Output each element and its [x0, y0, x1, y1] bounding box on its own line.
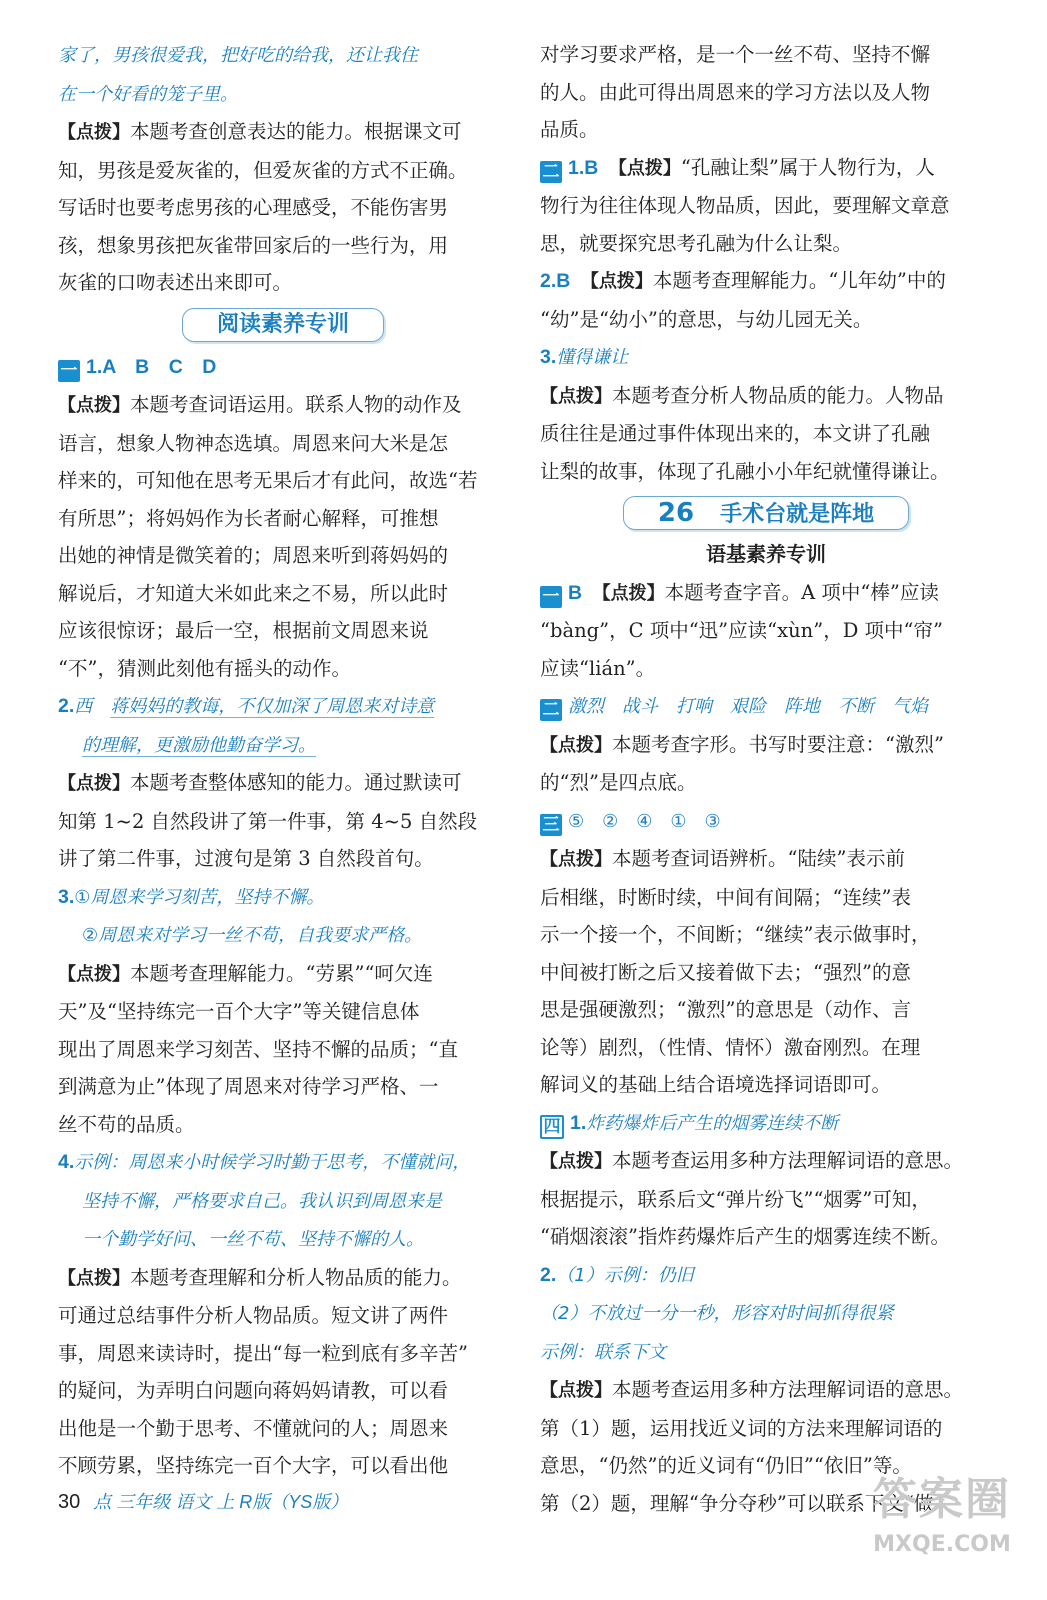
text-line — [58, 1106, 508, 1144]
question-number-box: 一 — [58, 360, 80, 382]
body-text: 本题考查运用多种方法理解词语的意思。 — [612, 1149, 964, 1172]
body-text: 可通过总结事件分析人物品质。短文讲了两件 — [58, 1304, 449, 1327]
section-banner-box — [182, 308, 384, 342]
sub-heading: 语基素养专训 — [706, 542, 826, 566]
section-banner-box — [623, 496, 909, 530]
text-line — [540, 74, 992, 112]
body-text: 出他是一个勤于思考、不懂就问的人；周恩来 — [58, 1416, 449, 1440]
body-text: 第（1）题，运用找近义词的方法来理解词语的 — [540, 1416, 943, 1440]
body-text: 解说后，才知道大米如此来之不易，所以此时 — [58, 581, 449, 605]
body-text: 本题考查创意表达的能力。根据课文可 — [130, 120, 462, 143]
text-line — [58, 36, 508, 75]
tip-label: 【点拨】 — [540, 849, 612, 870]
answer-text: ⑤ ② ④ ① ③ — [568, 810, 721, 832]
body-text: 本题考查字音。A 项中“棒”应读 — [664, 580, 939, 604]
text-line — [58, 1335, 508, 1373]
body-text: 语言，想象人物神态选填。周恩来问大米是怎 — [58, 431, 449, 455]
text-line — [540, 149, 992, 188]
answer-text: 蒋妈妈的教诲，不仅加深了周恩来对诗意 — [110, 696, 435, 717]
body-text: 孩，想象男孩把灰雀带回家后的一些行为，用 — [58, 233, 449, 257]
answer-number: 3. — [540, 346, 557, 368]
answer-text: ①周恩来学习刻苦，坚持不懈。 — [74, 886, 325, 908]
tip-label: 【点拨】 — [58, 773, 130, 794]
body-text: 讲了第二件事，过渡句是第 3 自然段首句。 — [58, 847, 434, 870]
body-text: “孔融让梨”属于人物行为，人 — [680, 155, 935, 179]
body-text: 意思，“仍然”的近义词有“仍旧”“依旧”等。 — [540, 1454, 912, 1477]
watermark — [852, 1470, 1032, 1590]
body-text: 不顾劳累，坚持练完一百个大字，可以看出他 — [58, 1454, 449, 1477]
body-text: 本题考查运用多种方法理解词语的意思。 — [612, 1378, 964, 1401]
text-line — [540, 726, 992, 765]
text-line — [58, 113, 508, 152]
book-info: 点 三年级 语文 上 R版（YS版） — [93, 1492, 349, 1512]
text-line — [58, 1068, 508, 1106]
body-text: 解词义的基础上结合语境选择词语即可。 — [540, 1073, 892, 1096]
body-text: 示一个接一个，不间断；“继续”表示做事时， — [540, 923, 931, 946]
text-line — [58, 537, 508, 575]
text-line — [58, 840, 508, 878]
tip-label: 【点拨】 — [540, 734, 612, 756]
text-line — [540, 111, 992, 149]
tip-label: 【点拨】 — [58, 395, 130, 416]
text-line — [540, 916, 992, 954]
body-text: 事，周恩来读诗时，提出“每一粒到底有多辛苦” — [58, 1341, 468, 1365]
answer-text: 坚持不懈，严格要求自己。我认识到周恩来是 — [82, 1190, 442, 1212]
answer-text: （2）不放过一分一秒，形容对时间抓得很紧 — [540, 1303, 894, 1324]
text-line — [58, 1031, 508, 1069]
text-line — [540, 187, 992, 225]
text-line — [58, 1143, 508, 1182]
text-line — [58, 386, 508, 425]
tip-label: 【点拨】 — [589, 271, 653, 292]
text-line — [540, 1142, 992, 1181]
answer-text: （1）示例：仍旧 — [556, 1264, 694, 1286]
page-number: 30 — [58, 1491, 81, 1513]
answer-number: 1.B — [568, 156, 599, 179]
tip-label: 【点拨】 — [540, 385, 612, 407]
body-text: 出她的神情是微笑着的；周恩来听到蒋妈妈的 — [58, 544, 449, 567]
text-line — [540, 879, 992, 917]
text-line — [540, 574, 992, 613]
text-line — [540, 1104, 992, 1143]
text-line — [58, 1410, 508, 1448]
text-line — [540, 1294, 992, 1333]
body-text: “硝烟滚滚”指炸药爆炸后产生的烟雾连续不断。 — [540, 1225, 950, 1248]
body-text: 应读“lián”。 — [540, 656, 656, 680]
answer-number: 2. — [58, 695, 75, 717]
body-text: 中间被打断之后又接着做下去；“强烈”的意 — [540, 960, 911, 984]
text-line — [58, 462, 508, 500]
text-line — [540, 1066, 992, 1104]
text-line — [540, 1256, 992, 1295]
body-text: 对学习要求严格，是一个一丝不苟、坚持不懈 — [540, 43, 931, 66]
section-banner — [58, 306, 508, 344]
answer-text: ②周恩来对学习一丝不苟，自我要求严格。 — [82, 925, 423, 946]
body-text: 质往往是通过事件体现出来的，本文讲了孔融 — [540, 422, 931, 445]
right-column — [540, 36, 992, 1522]
section-banner — [540, 494, 992, 532]
page-footer — [58, 1488, 348, 1514]
text-line — [58, 264, 508, 302]
text-line — [540, 225, 992, 263]
body-text — [570, 269, 590, 292]
body-text: 本题考查理解和分析人物品质的能力。 — [130, 1265, 462, 1289]
text-line — [58, 878, 508, 917]
body-text: 本题考查字形。书写时要注意：“激烈” — [612, 732, 944, 756]
answer-number: 1. — [570, 1111, 587, 1134]
text-line — [58, 955, 508, 994]
text-line — [540, 687, 992, 726]
body-text: 知，男孩是爱灰雀的，但爱灰雀的方式不正确。 — [58, 158, 468, 182]
text-line — [58, 687, 508, 726]
body-text: 到满意为止”体现了周恩来对待学习严格、一 — [58, 1075, 439, 1098]
tip-label: 【点拨】 — [58, 122, 130, 143]
question-number-box: 一 — [540, 586, 562, 608]
watermark-url: MXQE.COM — [873, 1532, 1011, 1557]
text-line — [540, 453, 992, 491]
text-line — [540, 1029, 992, 1067]
text-line — [58, 575, 508, 613]
text-line — [540, 764, 992, 802]
text-line — [540, 802, 992, 841]
answer-text: 激烈 战斗 打响 艰险 阵地 不断 气焰 — [568, 696, 928, 717]
answer-number: 2.B — [540, 270, 571, 292]
answer-text: 懂得谦让 — [556, 347, 629, 368]
text-line — [58, 227, 508, 265]
body-text: “不”，猜测此刻他有摇头的动作。 — [58, 656, 351, 680]
body-text: 论等）剧烈，（性情、情怀）激奋刚烈。在理 — [540, 1035, 921, 1059]
answer-text: 在一个好看的笼子里。 — [58, 83, 238, 105]
answer-text: 的理解，更激励他勤奋学习。 — [82, 734, 316, 756]
question-number-box: 四 — [540, 1115, 564, 1139]
text-line — [540, 991, 992, 1029]
answer-text: 西 — [74, 696, 111, 717]
text-line — [540, 1371, 992, 1410]
text-line — [540, 612, 992, 650]
answer-text: 一个勤学好问、一丝不苟、坚持不懈的人。 — [82, 1229, 424, 1250]
body-text: “bàng”，C 项中“迅”应读“xùn”，D 项中“帘” — [540, 619, 943, 642]
text-line — [58, 1297, 508, 1335]
body-text — [582, 581, 602, 604]
lesson-number: 26 — [657, 498, 695, 528]
text-line — [58, 803, 508, 841]
body-text: 灰雀的口吻表述出来即可。 — [58, 271, 293, 294]
body-text: 写话时也要考虑男孩的心理感受，不能伤害男 — [58, 196, 449, 219]
text-line — [58, 152, 508, 190]
text-line — [540, 36, 992, 74]
text-line — [540, 650, 992, 688]
body-text: 让梨的故事，体现了孔融小小年纪就懂得谦让。 — [540, 459, 950, 483]
question-number-box: 二 — [540, 161, 562, 183]
text-line — [540, 1181, 992, 1219]
text-line — [58, 75, 508, 114]
body-text: 物行为往往体现人物品质，因此，要理解文章意 — [540, 194, 950, 217]
text-line — [58, 348, 508, 387]
answer-text: 示例：周恩来小时候学习时勤于思考，不懂就问， — [74, 1152, 471, 1173]
text-line — [58, 500, 508, 538]
text-line — [58, 1372, 508, 1410]
answer-text: 炸药爆炸后产生的烟雾连续不断 — [586, 1112, 839, 1134]
text-line — [540, 262, 992, 301]
tip-label: 【点拨】 — [601, 582, 665, 604]
body-text — [598, 156, 618, 179]
body-text: 本题考查词语辨析。“陆续”表示前 — [612, 847, 905, 870]
body-text: 样来的，可知他在思考无果后才有此问，故选“若 — [58, 469, 478, 492]
text-line — [540, 377, 992, 416]
text-line — [58, 1182, 508, 1221]
answer-number: 1.A B C D — [86, 355, 217, 378]
body-text: 天”及“坚持练完一百个大字”等关键信息体 — [58, 1000, 420, 1023]
body-text: 丝不苟的品质。 — [58, 1112, 195, 1136]
body-text: 本题考查整体感知的能力。通过默读可 — [130, 771, 462, 794]
body-text: 的“烈”是四点底。 — [540, 771, 697, 794]
answer-number: B — [568, 581, 583, 604]
text-line — [540, 1218, 992, 1256]
watermark-logo: 答案圈 — [873, 1474, 1011, 1525]
body-text: 品质。 — [540, 118, 599, 141]
body-text: 后相继，时断时续，中间有间隔；“连续”表 — [540, 885, 911, 909]
answer-text: 示例：联系下文 — [540, 1341, 666, 1363]
tip-label: 【点拨】 — [58, 963, 130, 985]
body-text: 本题考查分析人物品质的能力。人物品 — [612, 383, 944, 407]
text-line — [58, 764, 508, 803]
text-line — [58, 726, 508, 765]
body-text: 第（2）题，理解“争分夺秒”可以联系下文“做 — [540, 1491, 934, 1515]
body-text: 的人。由此可得出周恩来的学习方法以及人物 — [540, 80, 931, 104]
text-line — [540, 1410, 992, 1448]
left-column — [58, 36, 508, 1485]
answer-number: 2. — [540, 1263, 557, 1286]
answer-number: 3. — [58, 885, 75, 908]
text-line — [58, 1259, 508, 1298]
text-line — [58, 1220, 508, 1259]
body-text: 本题考查理解能力。“劳累”“呵欠连 — [130, 961, 433, 985]
text-line — [540, 840, 992, 879]
text-line — [58, 916, 508, 955]
text-line — [540, 301, 992, 339]
tip-label: 【点拨】 — [540, 1151, 612, 1172]
body-text: 本题考查理解能力。“儿年幼”中的 — [652, 269, 946, 292]
text-line — [58, 189, 508, 227]
body-text: 的疑问，为弄明白问题向蒋妈妈请教，可以看 — [58, 1379, 449, 1402]
text-line — [540, 1333, 992, 1372]
tip-label: 【点拨】 — [540, 1380, 612, 1401]
text-line — [58, 425, 508, 463]
text-line — [540, 415, 992, 453]
body-text: 现出了周恩来学习刻苦、坚持不懈的品质；“直 — [58, 1037, 458, 1061]
tip-label: 【点拨】 — [58, 1267, 130, 1289]
body-text: 应该很惊讶；最后一空，根据前文周恩来说 — [58, 619, 429, 642]
text-line — [58, 993, 508, 1031]
body-text: 思，就要探究思考孔融为什么让梨。 — [540, 231, 853, 255]
body-text: 思是强硬激烈；“激烈”的意思是（动作、言 — [540, 998, 911, 1021]
body-text: 本题考查词语运用。联系人物的动作及 — [130, 393, 462, 416]
answer-text: 家了，男孩很爱我，把好吃的给我，还让我住 — [58, 45, 418, 66]
question-number-box: 二 — [540, 699, 562, 721]
text-line — [540, 954, 992, 992]
body-text: 知第 1~2 自然段讲了第一件事，第 4~5 自然段 — [58, 809, 478, 833]
body-text: “幼”是“幼小”的意思，与幼儿园无关。 — [540, 307, 873, 331]
tip-label: 【点拨】 — [617, 157, 681, 179]
text-line — [540, 338, 992, 377]
text-line — [58, 1447, 508, 1485]
section-title: 阅读素养专训 — [216, 311, 349, 337]
text-line — [58, 612, 508, 650]
body-text: 有所思”；将妈妈作为长者耐心解释，可推想 — [58, 506, 439, 530]
answer-number: 4. — [58, 1151, 75, 1173]
body-text: 根据提示，联系后文“弹片纷飞”“烟雾”可知， — [540, 1187, 931, 1211]
question-number-box: 三 — [540, 814, 562, 836]
section-title: 手术台就是阵地 — [720, 502, 875, 527]
text-line — [58, 650, 508, 688]
